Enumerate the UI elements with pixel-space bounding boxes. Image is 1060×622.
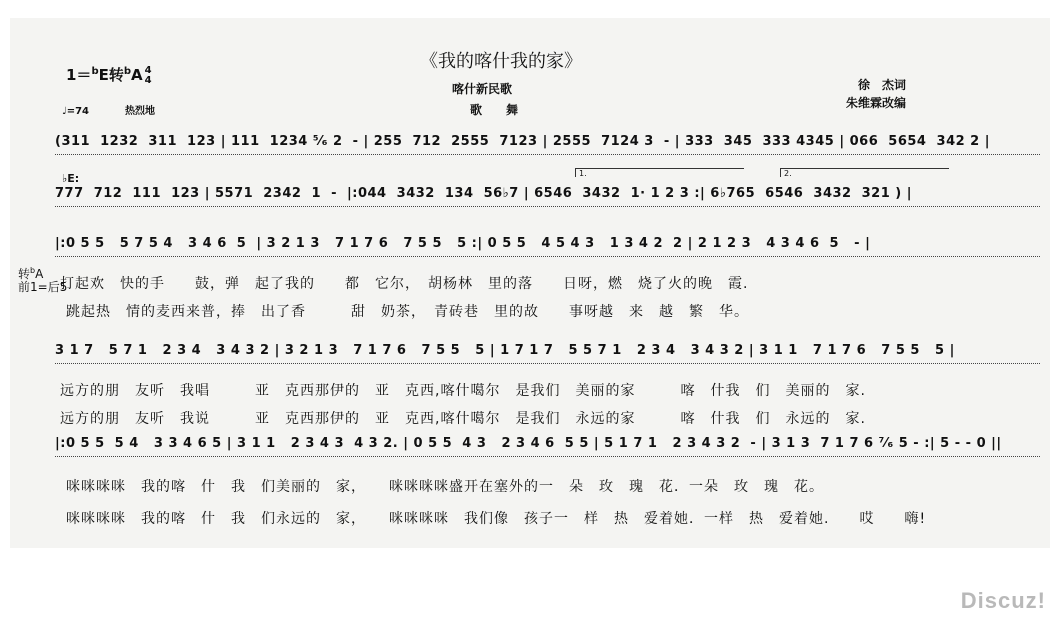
- song-style: 歌 舞: [470, 103, 519, 117]
- lyrics-row-3-verse-2: 跳起热 情的麦西来普，捧 出了香 甜 奶茶， 青砖巷 里的故 事呀越 来 越 繁 华。: [66, 304, 749, 320]
- key-b: A: [131, 66, 143, 84]
- expression-marking: 热烈地: [125, 106, 156, 117]
- lyrics-row-3-verse-1: 打起欢 快的手 鼓，弹 起了我的 都 它尔， 胡杨林 里的落 日呀，燃 烧了火的晚 霞.: [60, 276, 749, 292]
- song-title: 《我的喀什我的家》: [420, 51, 582, 72]
- notation-row-4: 3 1 7 5 7 1 2 3 4 3 4 3 2 | 3 2 1 3 7 1 7 6 7 5 5 5 | 1 7 1 7 5 5 7 1 2 3 4 3 4 3 2 | 3 1 1 7 1 7 6 7 5 5 5 |: [55, 343, 1040, 369]
- volta-bracket-1: 1.: [575, 168, 744, 177]
- key-prefix: 1＝: [66, 66, 92, 84]
- volta-bracket-2: 2.: [780, 168, 949, 177]
- arranger-credit: 朱维霖改编: [846, 96, 907, 110]
- notation-row-2: 777 712 111 123 | 5571 2342 1 - |:044 3432 134 56♭7 | 6546 3432 1· 1 2 3 :| 6♭765 6546 3432 321 ) |: [55, 186, 1040, 212]
- flat-sign: b: [123, 66, 132, 77]
- tempo-value: ♩=74: [62, 106, 90, 117]
- tempo-marking: [62, 102, 155, 117]
- key-change-eb: ♭E:: [62, 172, 80, 185]
- lyricist-credit: 徐 杰词: [858, 78, 907, 92]
- lyrics-row-5-verse-2: 咪咪咪咪 我的喀 什 我 们永远的 家， 咪咪咪咪 我们像 孩子一 样 热 爱着她．一样 热 爱着她. 哎 嗨!: [66, 511, 927, 527]
- key-a: E转: [98, 66, 124, 84]
- lyrics-row-5-verse-1: 咪咪咪咪 我的喀 什 我 们美丽的 家， 咪咪咪咪盛开在塞外的一 朵 玫 瑰 花．一朵 玫 瑰 花。: [66, 479, 824, 495]
- key-signature: [66, 64, 152, 86]
- key-change-key: A: [35, 267, 44, 281]
- notation-row-3: |:0 5 5 5 7 5 4 3 4 6 5 | 3 2 1 3 7 1 7 6 7 5 5 5 :| 0 5 5 4 5 4 3 1 3 4 2 2 | 2 1 2 3 4 3 4 6 5 - |: [55, 236, 1040, 262]
- notation-row-1: (311 1232 311 123 | 111 1234 ⁵⁄₆ 2 - | 255 712 2555 7123 | 2555 7124 3 - | 333 345 333 4345 | 066 5654 342 2 |: [55, 134, 1040, 160]
- lyrics-row-4-verse-1: 远方的朋 友听 我唱 亚 克西那伊的 亚 克西,喀什噶尔 是我们 美丽的家 喀 什我 们 美丽的 家.: [60, 383, 866, 399]
- time-bottom: 4: [144, 74, 152, 86]
- flat-sign: b: [30, 266, 36, 275]
- key-change-label: 转: [18, 267, 31, 281]
- time-signature: [145, 66, 152, 86]
- lyrics-row-4-verse-2: 远方的朋 友听 我说 亚 克西那伊的 亚 克西,喀什噶尔 是我们 永远的家 喀 什我 们 永远的 家.: [60, 411, 866, 427]
- notation-row-5: |:0 5 5 5 4 3 3 4 6 5 | 3 1 1 2 3 4 3 4 3 2. | 0 5 5 4 3 2 3 4 6 5 5 | 5 1 7 1 2 3 4 3 2 - | 3 1 3 7 1 7 6 ⁷⁄₆ 5 - :| 5 - - 0 ||: [55, 436, 1040, 462]
- discuz-watermark: Discuz!: [960, 588, 1046, 613]
- song-genre: 喀什新民歌: [452, 82, 513, 96]
- key-change-relation: 前1=后5: [18, 280, 68, 294]
- flat-sign: b: [91, 66, 99, 77]
- time-top: 4: [144, 64, 152, 76]
